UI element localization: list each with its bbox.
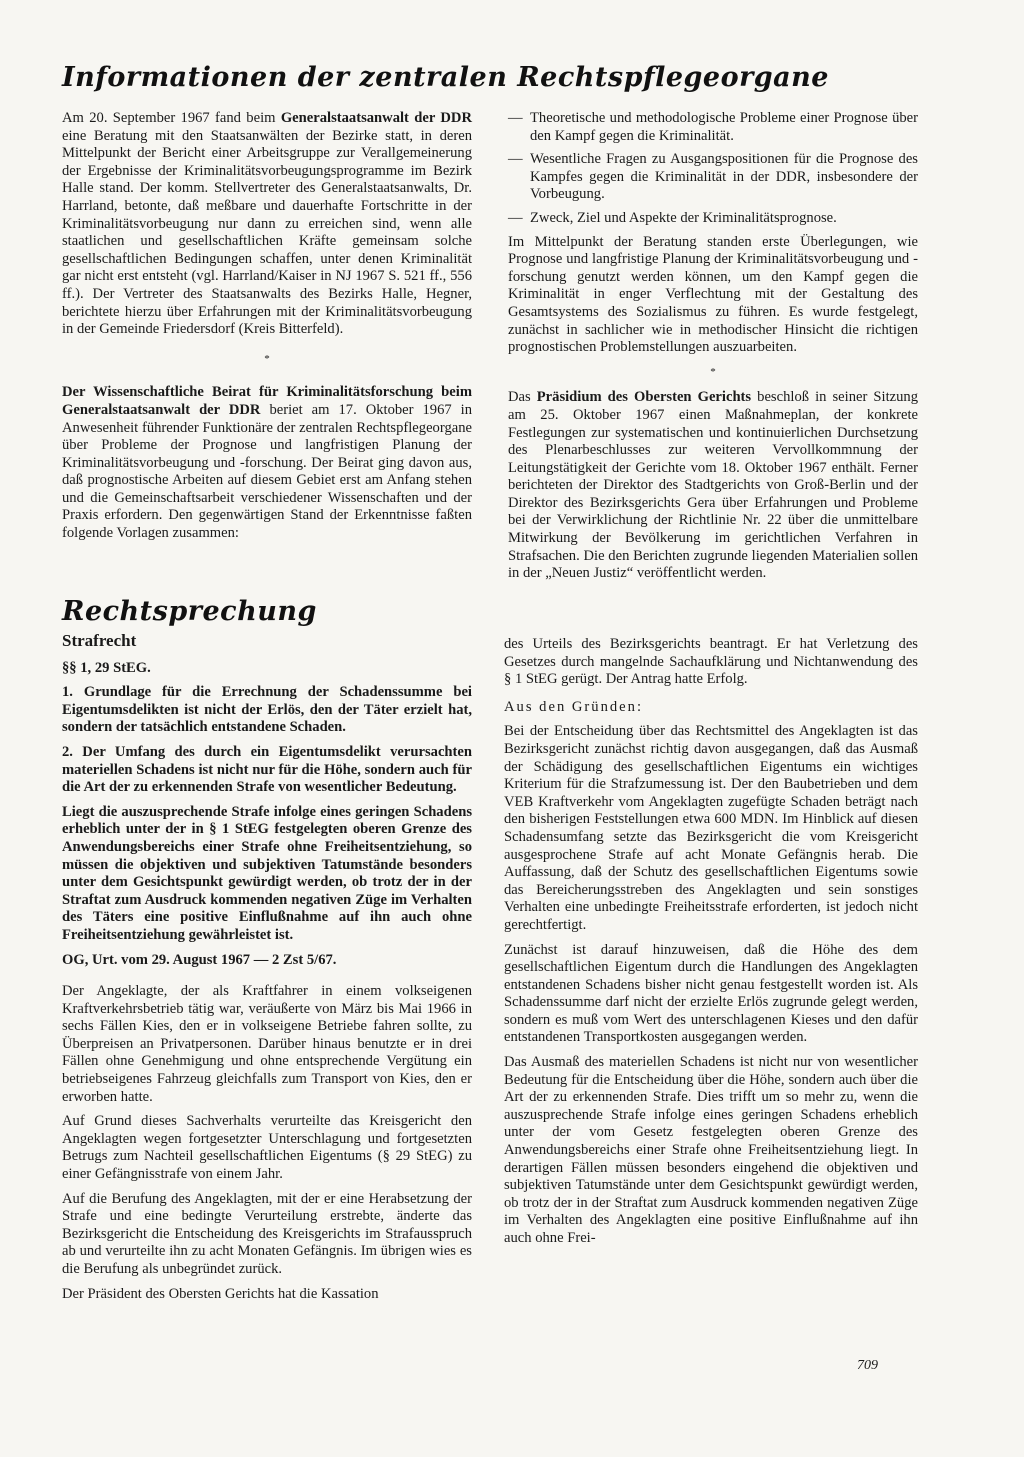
- case-paragraph: des Urteils des Bezirksgerichts beantragt. Er hat Verletzung des Gesetzes durch mangelnde Sachaufklärung und Nichtanwendung des § 1 StEG gerügt. Der Antrag hatte Erfolg.: [504, 636, 918, 688]
- list-item-text: Theoretische und methodologische Probleme einer Prognose über den Kampf gegen die Kriminalität.: [530, 110, 918, 144]
- dash-marker: —: [508, 209, 523, 226]
- headnote-3: Liegt die auszusprechende Strafe infolge eines geringen Schadens erheblich unter der in § 1 StEG festgelegten oberen Grenze des Anwendungsbereichs einer Strafe ohne Freiheitsentziehung, so müssen die objektiven und subjektiven Tatumstände besonders unter dem Gesichtspunkt gewürdigt werden, ob trotz der in der Straftat zum Ausdruck kommenden negativen Züge im Verhalten des Täters eine positive Einflußnahme auf ihn auch ohne Freiheitsentziehung gewährleistet ist.: [62, 803, 472, 943]
- section-heading-information: Informationen der zentralen Rechtspflegeorgane: [62, 62, 829, 93]
- dash-marker: —: [508, 110, 523, 126]
- case-paragraph: Auf die Berufung des Angeklagten, mit der er eine Herabsetzung der Strafe und eine bedingte Verurteilung erstrebte, änderte das Bezirksgericht die Entscheidung des Kreisgerichts im Strafausspruch ab und verurteilte ihn zu acht Monaten Gefängnis. Im übrigen wies es die Berufung als unbegründet zurück.: [62, 1190, 472, 1277]
- case-citation: OG, Urt. vom 29. August 1967 — 2 Zst 5/67.: [62, 951, 337, 968]
- case-left-column: [62, 632, 472, 1310]
- law-reference: §§ 1, 29 StEG.: [62, 659, 151, 676]
- case-paragraph: Das Ausmaß des materiellen Schadens ist nicht nur von wesentlicher Bedeutung für die Entscheidung über die Höhe, sondern auch über die Art der zu erkennenden Strafe. Dies trifft um so mehr zu, wenn die auszusprechende Strafe infolge eines geringen Schadens erheblich unter der vom Gesetz festgelegten oberen Grenze des Anwendungsbereichs einer Strafe ohne Freiheitsentziehung liegt. In derartigen Fällen müssen besonders eingehend die objektiven und subjektiven Tatumstände unter dem Gesichtspunkt gewürdigt werden, ob trotz der in der Straftat zum Ausdruck kommenden negativen Züge im Verhalten des Angeklagten eine positive Einflußnahme auf ihn auch ohne Frei-: [504, 1054, 918, 1246]
- text: eine Beratung mit den Staatsanwälten der Bezirke statt, in deren Mittelpunkt der Bericht einer Arbeitsgruppe zur Verallgemeinerung der Ergebnisse der Kriminalitätsvorbeugungsprogramme im Bezirk Halle stand. Der komm. Stellvertreter des Generalstaatsanwalts, Dr. Harrland, betonte, daß meßbare und dauerhafte Fortschritte in der Kriminalitätsvorbeugung nur dann zu erreichen sind, wenn alle staatlichen und gesellschaftlichen Kräfte gemeinsam solche gesellschaftlichen Bedingungen schaffen, unter denen Kriminalität gar nicht erst entsteht (vgl. Harrland/Kaiser in NJ 1967 S. 521 ff., 556 ff.). Der Vertreter des Staatsanwalts des Bezirks Halle, Hegner, berichtete hierzu über Erfahrungen mit der Kriminalitätsvorbeugung in der Gemeinde Friedersdorf (Kreis Bitterfeld).: [62, 127, 472, 338]
- info-paragraph-general-prosecutor: [62, 110, 472, 339]
- dash-marker: —: [508, 151, 523, 168]
- reasons-heading: Aus den Gründen:: [504, 698, 644, 715]
- section-heading-jurisprudence: Rechtsprechung: [62, 596, 317, 627]
- case-right-column: [504, 636, 918, 1255]
- headnote-2: 2. Der Umfang des durch ein Eigentumsdelikt verursachten materiellen Schadens ist nicht nur für die Höhe, sondern auch für die Art der zu erkennenden Strafe von wesentlicher Bedeutung.: [62, 743, 472, 796]
- info-paragraph-consultation: Im Mittelpunkt der Beratung standen erste Überlegungen, wie Prognose und langfristige Planung der Kriminalitätsvorbeugung und -forschung genutzt werden können, um den Kampf gegen die Kriminalität in enger Verflechtung mit der Gestaltung des Gesamtsystems des Sozialismus zu führen. Es wurde festgelegt, zunächst in sachlicher wie in methodischer Hinsicht die richtigen prognostischen Problemstellungen auszuarbeiten.: [508, 233, 918, 356]
- headnote-1: 1. Grundlage für die Errechnung der Schadenssumme bei Eigentumsdelikten ist nicht der Erlös, den der Täter erzielt hat, sondern der tatsächlich entstandene Schaden.: [62, 684, 472, 736]
- separator-star: *: [264, 352, 270, 365]
- list-item: [508, 210, 918, 228]
- list-item-text: Wesentliche Fragen zu Ausgangspositionen für die Prognose des Kampfes gegen die Kriminalität in der DDR, insbesondere der Vorbeugung.: [530, 151, 918, 203]
- text: Das: [508, 389, 537, 406]
- text: beschloß in seiner Sitzung am 25. Oktober 1967 einen Maßnahmeplan, der konkrete Festlegungen zur systematischen und kontinuierlichen Durchsetzung des Plenarbeschlusses zur weiteren Vervollkommnung der Leitungstätigkeit der Gerichte vom 18. Oktober 1967 enthält. Ferner berichteten der Direktor des Stadtgerichts von Groß-Berlin und der Direktor des Bezirksgerichts Gera über Erfahrungen und Probleme bei der Verwirklichung der Richtlinie Nr. 22 über die unmittelbare Mitwirkung der Bevölkerung im gerichtlichen Verfahren in Strafsachen. Die den Berichten zugrunde liegenden Materialien sollen in der „Neuen Justiz“ veröffentlicht werden.: [508, 389, 918, 582]
- list-item: [508, 151, 918, 204]
- text: Am 20. September 1967 fand beim: [62, 110, 281, 126]
- case-paragraph: Auf Grund dieses Sachverhalts verurteilte das Kreisgericht den Angeklagten wegen fortgesetzter Unterschlagung und fortgesetzten Betrugs zum Nachteil gesellschaftlichen Eigentums (§ 29 StEG) zu einer Gefängnisstrafe von einem Jahr.: [62, 1113, 472, 1183]
- subheading-criminal-law: Strafrecht: [62, 631, 137, 650]
- list-item-text: Zweck, Ziel und Aspekte der Kriminalitätsprognose.: [530, 209, 837, 226]
- info-paragraph-presidium: [508, 389, 918, 583]
- case-paragraph: Der Präsident des Obersten Gerichts hat die Kassation: [62, 1285, 379, 1302]
- info-left-column: [62, 110, 472, 550]
- text: beriet am 17. Oktober 1967 in Anwesenheit führender Funktionäre der zentralen Rechtspflegeorgane über Probleme der Prognose und langfristigen Planung der Kriminalitätsvorbeugung und -forschung. Der Beirat ging davon aus, daß prognostische Arbeiten auf diesem Gebiet erst am Anfang stehen und die Gemeinschaftsarbeit verschiedener Wissenschaften und der Praxis erfordern. Den gegenwärtigen Stand der Erkenntnisse faßten folgende Vorlagen zusammen:: [62, 401, 473, 542]
- case-paragraph: Bei der Entscheidung über das Rechtsmittel des Angeklagten ist das Bezirksgericht zunächst richtig davon ausgegangen, daß das Ausmaß der Schädigung des gesellschaftlichen Eigentums ein wichtiges Kriterium für die Strafzumessung ist. Der den Baubetrieben und dem VEB Kraftverkehr vom Angeklagten zugefügte Schaden beträgt nach den bisherigen Feststellungen etwa 600 MDN. Im Hinblick auf diesen Schadensumfang setzte das Bezirksgericht die vom Kreisgericht ausgesprochene Strafe auf acht Monate Gefängnis herab. Die Auffassung, daß der Schutz des gesellschaftlichen Eigentums sowie das Bereicherungsstreben des Angeklagten und sein sonstiges Verhalten eine unbedingte Freiheitsstrafe erforderten, ist jedoch nicht gerechtfertigt.: [504, 723, 918, 933]
- info-paragraph-scientific-council: [62, 384, 472, 542]
- page-number: 709: [857, 1358, 878, 1373]
- info-right-column: [508, 110, 918, 590]
- case-paragraph: Der Angeklagte, der als Kraftfahrer in einem volkseigenen Kraftverkehrsbetrieb tätig war, veräußerte von März bis Mai 1966 in sechs Fällen Kies, den er in volkseigene Betriebe fahren sollte, zu Überpreisen an Privatpersonen. Darüber hinaus benutzte er in drei Fällen ohne Genehmigung und ohne entsprechende Vergütung ein betriebseigenes Fahrzeug gleichfalls zum Transport von Kies, den er erworben hatte.: [62, 983, 472, 1105]
- separator-star: *: [710, 365, 716, 378]
- bold-text: Generalstaatsanwalt der DDR: [280, 110, 473, 126]
- list-item: [508, 110, 918, 145]
- bold-text: Präsidium des Obersten Gerichts: [536, 389, 752, 406]
- case-paragraph: Zunächst ist darauf hinzuweisen, daß die Höhe des dem gesellschaftlichen Eigentum durch die Handlungen des Angeklagten entstandenen Schadens bisher nicht genau festgestellt worden ist. Als Schadenssumme darf nicht der erzielte Erlös zugrunde gelegt werden, sondern es muß vom Wert des unterschlagenen Kieses und den dafür entstandenen Transportkosten ausgegangen werden.: [504, 941, 918, 1046]
- bold-text: Der Wissenschaftliche Beirat für Kriminalitätsforschung beim Generalstaatsanwalt der DDR: [62, 384, 472, 418]
